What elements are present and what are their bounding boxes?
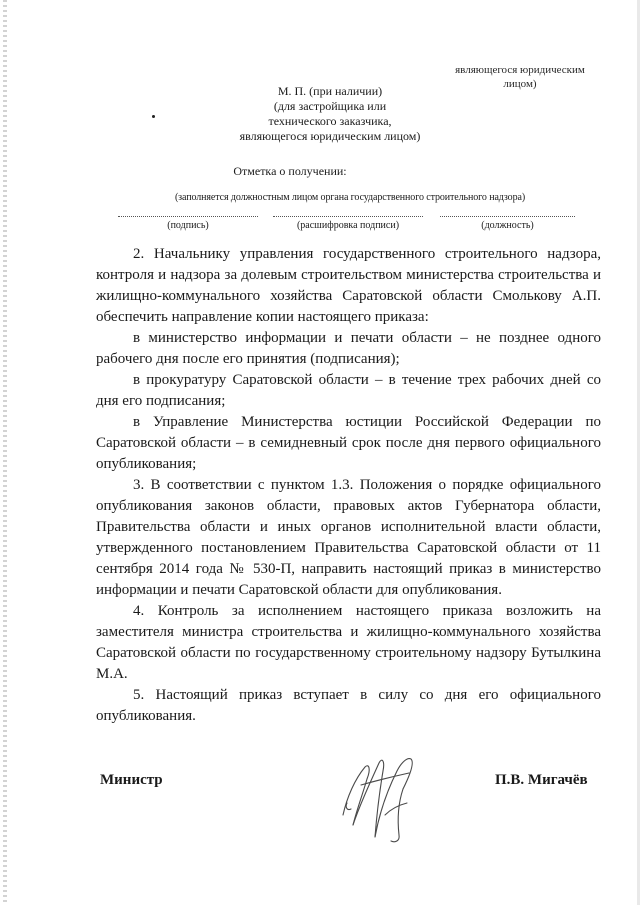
- scan-edge-left: [3, 0, 7, 905]
- receipt-title: Отметка о получении:: [233, 164, 347, 178]
- stamp-block: [220, 84, 440, 144]
- order-body: [96, 244, 601, 727]
- position-caption: (должность): [481, 220, 534, 231]
- header-note-line: лицом): [503, 78, 537, 90]
- paragraph: в прокуратуру Саратовской области – в течение трех рабочих дней со дня его подписания;: [96, 372, 601, 409]
- stamp-line: технического заказчика,: [268, 114, 392, 128]
- paragraph: 2. Начальнику управления государственного строительного надзора, контроля и надзора за долевым строительством министерства строительства и жилищно-коммунального хозяйства Саратовской области Смолькову А.П. обеспечить направление копии настоящего приказа:: [96, 246, 601, 325]
- paragraph: в министерство информации и печати области – не позднее одного рабочего дня после его принятия (подписания);: [96, 330, 601, 367]
- signer-name: П.В. Мигачёв: [495, 772, 588, 788]
- receipt-fill-note: (заполняется должностным лицом органа государственного строительного надзора): [174, 192, 526, 203]
- handwritten-signature: [325, 745, 435, 850]
- signature-field-line: [118, 216, 258, 217]
- header-note-line: являющегося юридическим: [455, 64, 585, 76]
- header-note: [455, 63, 585, 91]
- paragraph: 3. В соответствии с пунктом 1.3. Положения о порядке официального опубликования законов области, правовых актов Губернатора области, Правительства области и иных органов исполнительной власти области, утвержденного постановлением Правительства Саратовской области от 11 сентября 2014 года № 530-П, направить настоящий приказ в министерство информации и печати Саратовской области для опубликования.: [96, 477, 601, 598]
- paragraph: в Управление Министерства юстиции Российской Федерации по Саратовской области – в семидневный срок после дня первого официального опубликования;: [96, 414, 601, 472]
- paragraph: 5. Настоящий приказ вступает в силу со дня его официального опубликования.: [96, 687, 601, 724]
- name-field-line: [273, 216, 423, 217]
- stamp-line: (для застройщика или: [273, 99, 387, 113]
- position-field-line: [440, 216, 575, 217]
- paragraph: 4. Контроль за исполнением настоящего приказа возложить на заместителя министра строительства и жилищно-коммунального хозяйства Саратовской области по государственному строительному надзору Бутылкина М.А.: [96, 603, 601, 682]
- name-caption: (расшифровка подписи): [296, 220, 400, 231]
- signer-position: Министр: [100, 772, 163, 788]
- scan-dot: [152, 115, 155, 118]
- signature-caption: (подпись): [167, 220, 209, 231]
- stamp-line: являющегося юридическим лицом): [239, 129, 421, 143]
- stamp-line: М. П. (при наличии): [277, 84, 383, 98]
